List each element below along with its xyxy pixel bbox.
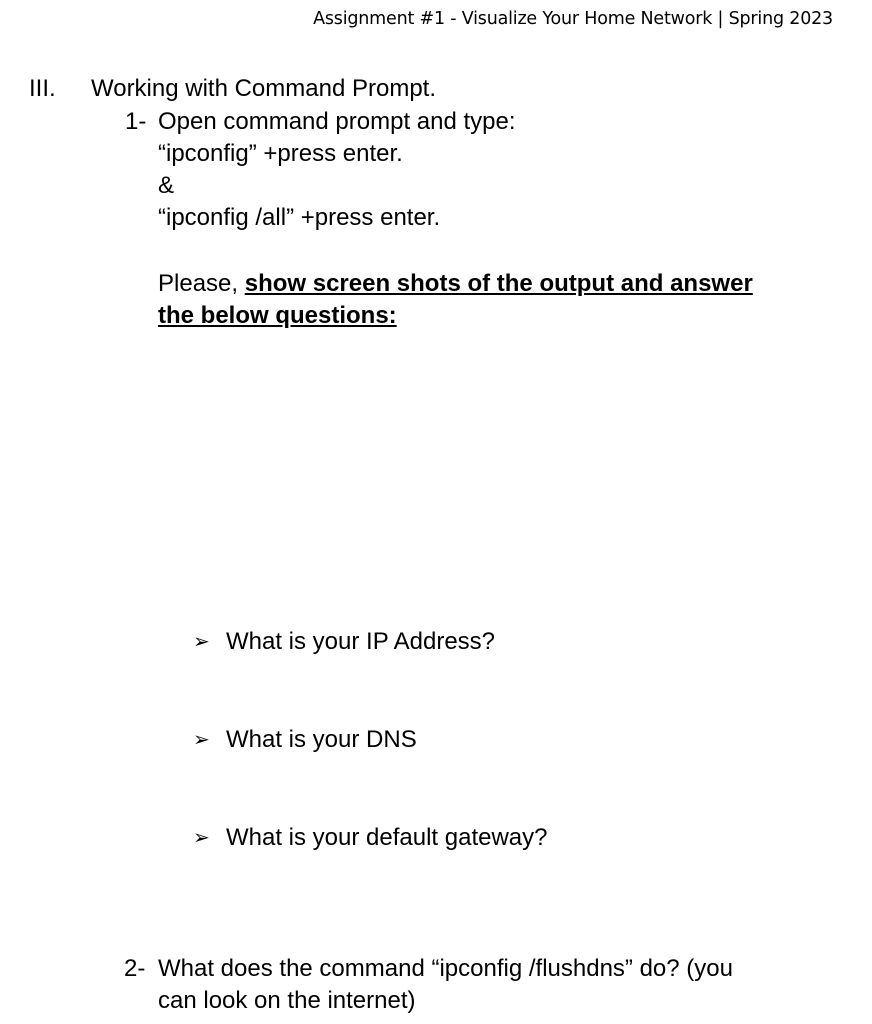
section-numeral: III.	[29, 75, 56, 102]
section-title: Working with Command Prompt.	[91, 75, 436, 102]
step-1-line-1: Open command prompt and type:	[158, 108, 516, 135]
instruction-emphasis-1: show screen shots of the output and answer	[244, 270, 753, 297]
question-item	[193, 724, 417, 756]
step-1-instruction	[158, 268, 753, 300]
question-text: What is your DNS	[226, 726, 417, 753]
step-1-number: 1-	[125, 108, 147, 135]
step-1-line-3: &	[158, 172, 175, 199]
arrow-bullet-icon: ➢	[193, 631, 210, 653]
step-2-body	[158, 953, 733, 1017]
question-item	[193, 626, 495, 658]
step-1-line-2: “ipconfig” +press enter.	[158, 140, 403, 167]
step-2-number: 2-	[124, 955, 146, 982]
question-item	[193, 822, 548, 854]
step-1-line-4: “ipconfig /all” +press enter.	[158, 204, 441, 231]
arrow-bullet-icon: ➢	[193, 827, 210, 849]
spacer	[158, 234, 753, 268]
arrow-bullet-icon: ➢	[193, 729, 210, 751]
page-header: Assignment #1 - Visualize Your Home Network | Spring 2023	[313, 9, 833, 29]
question-text: What is your IP Address?	[226, 628, 496, 655]
instruction-emphasis-2: the below questions:	[158, 302, 397, 329]
step-2-line-1: What does the command “ipconfig /flushdns” do? (you	[158, 955, 733, 982]
question-text: What is your default gateway?	[226, 824, 548, 851]
step-2-line-2: can look on the internet)	[158, 987, 416, 1014]
step-1-body	[158, 106, 753, 332]
step-1-instruction-continued	[158, 300, 753, 332]
instruction-prefix: Please,	[158, 270, 245, 297]
